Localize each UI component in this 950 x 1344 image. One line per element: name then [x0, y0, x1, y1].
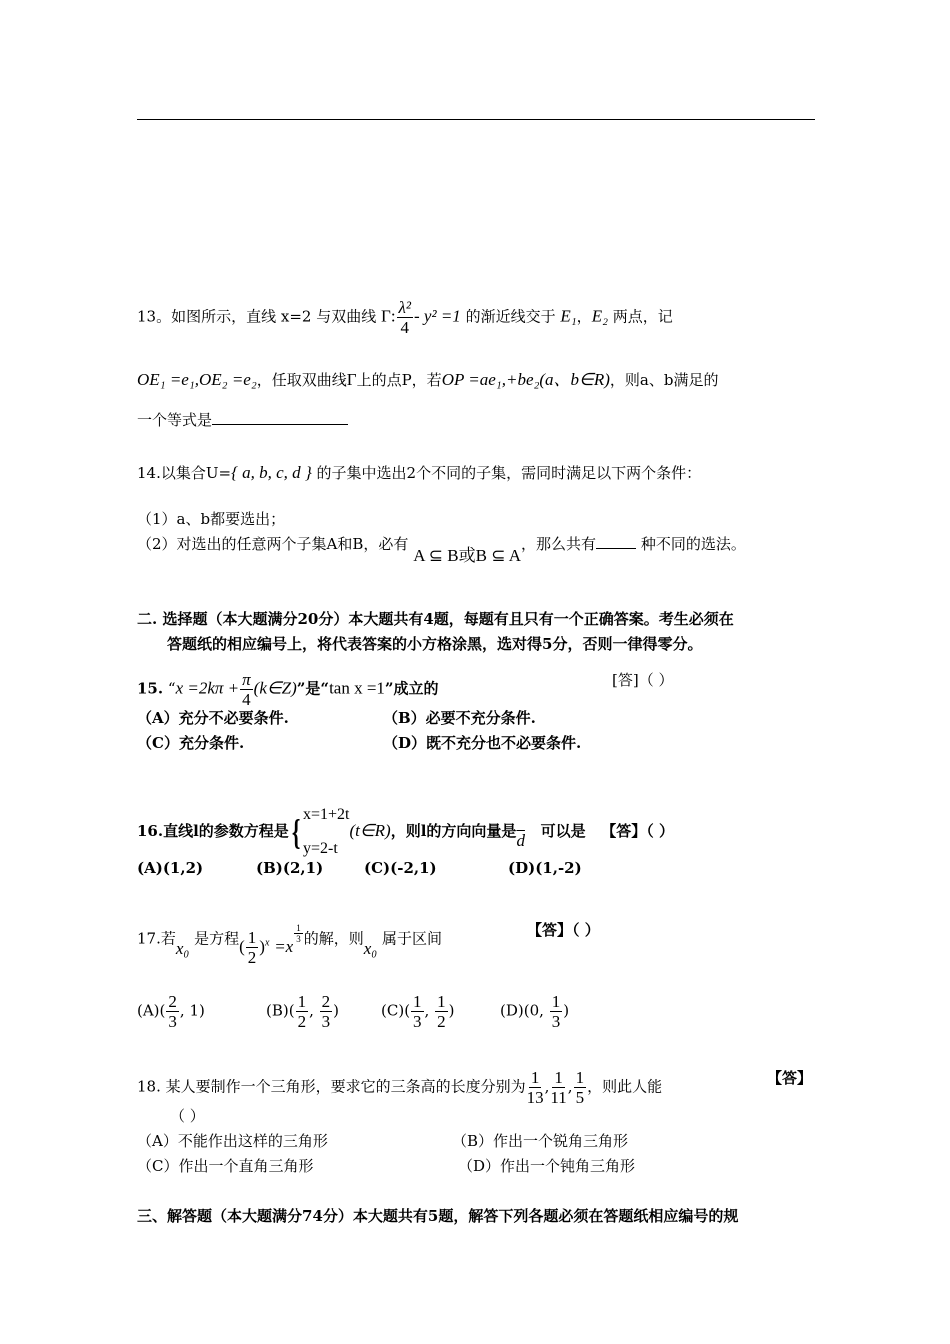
q17-option-d[interactable]: (D)(0, $\frac{1}{3}$ ) [500, 992, 570, 1031]
q15-option-c[interactable]: （C）充分条件. [137, 734, 245, 752]
q13-text: 的渐近线交于 [465, 307, 556, 326]
q18-option-c[interactable]: （C）作出一个直角三角形 [137, 1157, 314, 1175]
frac-den: 2 [247, 948, 257, 967]
frac-num: 1 [530, 1068, 540, 1087]
q16-text: ，则l的方向向量是 [390, 822, 517, 840]
frac-num: 2 [168, 992, 177, 1011]
q14-text: 14.以集合U= [137, 464, 232, 482]
q17-question: 17.若x₀ 是方程( $\frac{1}{2}$ )$^x$ =x $\frac{1}{3}$ 的解，则x₀ 属于区间 [137, 923, 443, 967]
q16-text: 可以是 [540, 822, 586, 840]
frac-den: 13 [526, 1088, 544, 1107]
frac-num: λ² [398, 298, 412, 317]
frac-num: 1 [247, 928, 257, 947]
q13-fraction [397, 298, 413, 337]
q16-option-b[interactable]: (B)(2,1) [256, 859, 324, 877]
q17-text: 17.若 [137, 929, 176, 948]
q16-question [137, 798, 674, 866]
fraction [550, 1068, 566, 1107]
q17-x0: x₀ [363, 938, 378, 958]
frac-den: 11 [550, 1088, 567, 1107]
q18-option-a[interactable]: （A）不能作出这样的三角形 [137, 1132, 328, 1150]
q13-math: OE₁ =e₁,OE₂ =e₂ [137, 370, 257, 389]
frac-den: 4 [242, 690, 251, 709]
frac-den: 3 [168, 1012, 177, 1031]
q16-option-d[interactable]: (D)(1,-2) [508, 859, 582, 877]
q13-eq: - y² =1 [414, 306, 461, 326]
brace: { [291, 812, 301, 852]
q17-option-b[interactable]: (B)( $\frac{1}{2}$ , $\frac{2}{3}$ ) [266, 992, 339, 1031]
q13-math: OP =ae₁,+be₂(a、b∈R) [441, 370, 610, 389]
q13-gamma: Γ [346, 370, 357, 389]
frac-den: 3 [321, 1012, 331, 1031]
answer-blank[interactable] [212, 424, 348, 425]
q16-text: 16.直线l的参数方程是 [137, 822, 289, 840]
q16-system [303, 798, 350, 866]
fraction [527, 1068, 544, 1107]
q14-set: { a, b, c, d } [231, 463, 312, 482]
q17-text: 属于区间 [382, 929, 443, 948]
q15-text: ”成立的 [384, 679, 439, 698]
q13-line3 [137, 410, 348, 430]
frac-den: 2 [437, 1012, 446, 1031]
q15-fraction [240, 670, 253, 709]
q14-line1 [137, 463, 701, 483]
q17-half [246, 928, 259, 967]
frac-den: 4 [400, 318, 410, 337]
q16-vector: $\overline{d}$ [516, 831, 525, 850]
q15-text: ”是“ [296, 679, 330, 698]
q13-text: 两点，记 [612, 307, 673, 326]
q13-text: ，任取双曲线 [256, 371, 347, 389]
frac-num: 1 [551, 992, 561, 1011]
frac-num: π [242, 670, 251, 689]
q13-text: ，则a、b满足的 [609, 371, 719, 389]
section3-heading: 三、解答题（本大题满分74分）本大题共有5题，解答下列各题必须在答题纸相应编号的规 [137, 1207, 739, 1225]
q14-math: A ⊆ B或B ⊆ A [413, 546, 522, 565]
set-elements: a, b, c, d [242, 463, 301, 482]
q16-option-a[interactable]: (A)(1,2) [137, 859, 204, 877]
fraction [550, 992, 563, 1031]
q15-question [137, 670, 439, 709]
q15-option-d[interactable]: （D）既不充分也不必要条件. [383, 734, 582, 752]
frac-den: 3 [551, 1012, 561, 1031]
q13-line2 [137, 370, 718, 390]
value: 0 [529, 1001, 540, 1020]
frac-den: 2 [297, 1012, 307, 1031]
q16-answer-box[interactable]: 【答】（ ） [601, 822, 675, 840]
q18-option-b[interactable]: （B）作出一个锐角三角形 [452, 1132, 629, 1150]
fraction [435, 992, 448, 1031]
frac-num: 1 [413, 992, 422, 1011]
q18-answer-label: 【答】 [767, 1069, 813, 1087]
q16-option-c[interactable]: (C)(-2,1) [364, 859, 437, 877]
q17-text: 是方程 [194, 929, 240, 948]
q17-option-a[interactable]: (A)( $\frac{2}{3}$ , 1) [137, 992, 205, 1031]
q14-text: ，那么共有 [521, 535, 597, 553]
quote: “ [167, 679, 176, 698]
section2-heading: 二. 选择题（本大题满分20分）本大题共有4题，每题有且只有一个正确答案。考生必须在 [137, 610, 734, 628]
q18-text: 18. 某人要制作一个三角形，要求它的三条高的长度分别为 [137, 1077, 526, 1096]
q13-text: 13。如图所示，直线 x=2 与双曲线 [137, 307, 377, 326]
q15-number: 15. [137, 679, 164, 698]
fraction [296, 992, 309, 1031]
equation-1: x=1+2t [302, 806, 350, 823]
q17-text: 的解，则 [303, 929, 364, 948]
q15-math: (k∈Z) [253, 678, 297, 698]
option-label: (D) [500, 1001, 524, 1020]
q18-option-d[interactable]: （D）作出一个钝角三角形 [458, 1157, 636, 1175]
q17-option-c[interactable]: (C)( $\frac{1}{3}$ , $\frac{1}{2}$ ) [381, 992, 455, 1031]
fraction [320, 992, 333, 1031]
equation-2: y=2-t [302, 840, 338, 857]
q13-text: 上的点P，若 [356, 371, 442, 389]
value: 1 [189, 1001, 199, 1020]
q15-math: tan x =1 [329, 678, 385, 698]
q15-option-b[interactable]: （B）必要不充分条件. [383, 709, 536, 727]
fraction [574, 1068, 587, 1107]
q18-answer-box[interactable]: （ ） [170, 1107, 205, 1125]
frac-num: 1 [575, 1068, 585, 1087]
q13-line1 [137, 298, 673, 337]
q14-text: （2）对选出的任意两个子集A和B，必有 [137, 535, 409, 553]
fraction [166, 992, 179, 1031]
q13-sep: ， [576, 307, 592, 326]
q15-answer-box[interactable]: [答]（ ） [612, 671, 674, 689]
q13-e1: E₁ [560, 306, 577, 326]
answer-blank[interactable] [596, 548, 636, 549]
q14-condition-2 [137, 534, 746, 565]
q14-text: 的子集中选出2个不同的子集，需同时满足以下两个条件： [316, 464, 702, 482]
frac-num: 1 [554, 1068, 563, 1087]
option-label: (B) [266, 1001, 289, 1020]
frac-den: 5 [575, 1088, 585, 1107]
option-label: (A) [137, 1001, 160, 1020]
option-label: (C) [381, 1001, 405, 1020]
frac-den: 3 [296, 934, 301, 944]
q18-question: 18. 某人要制作一个三角形，要求它的三条高的长度分别为 $\frac{1}{13}$ , $\frac{1}{11}$ , $\frac{1}{5}$ ，则此人能 [137, 1068, 663, 1107]
section2-instructions: 答题纸的相应编号上，将代表答案的小方格涂黑，选对得5分，否则一律得零分。 [167, 635, 703, 653]
q18-text: ，则此人能 [587, 1077, 663, 1096]
q13-gamma: Γ: [380, 306, 396, 326]
frac-num: 2 [321, 992, 331, 1011]
q15-option-a[interactable]: （A）充分不必要条件. [137, 709, 289, 727]
frac-num: 1 [296, 923, 301, 933]
q17-answer-box[interactable]: 【答】（ ） [527, 921, 600, 939]
q17-x0: x₀ [175, 938, 190, 958]
q13-text: 一个等式是 [137, 411, 213, 429]
q16-domain: (t∈R) [349, 821, 391, 840]
q14-condition-1: （1）a、b都要选出； [137, 510, 286, 528]
q17-exponent [294, 923, 303, 944]
fraction [411, 992, 424, 1031]
frac-den: 3 [413, 1012, 422, 1031]
q17-math: =x [274, 936, 294, 956]
frac-num: 1 [297, 992, 307, 1011]
frac-num: 1 [437, 992, 446, 1011]
q13-e2: E₂ [591, 306, 608, 326]
q14-text: 种不同的选法。 [640, 535, 746, 553]
q15-math: x =2kπ + [175, 678, 240, 698]
header-rule [137, 119, 815, 120]
